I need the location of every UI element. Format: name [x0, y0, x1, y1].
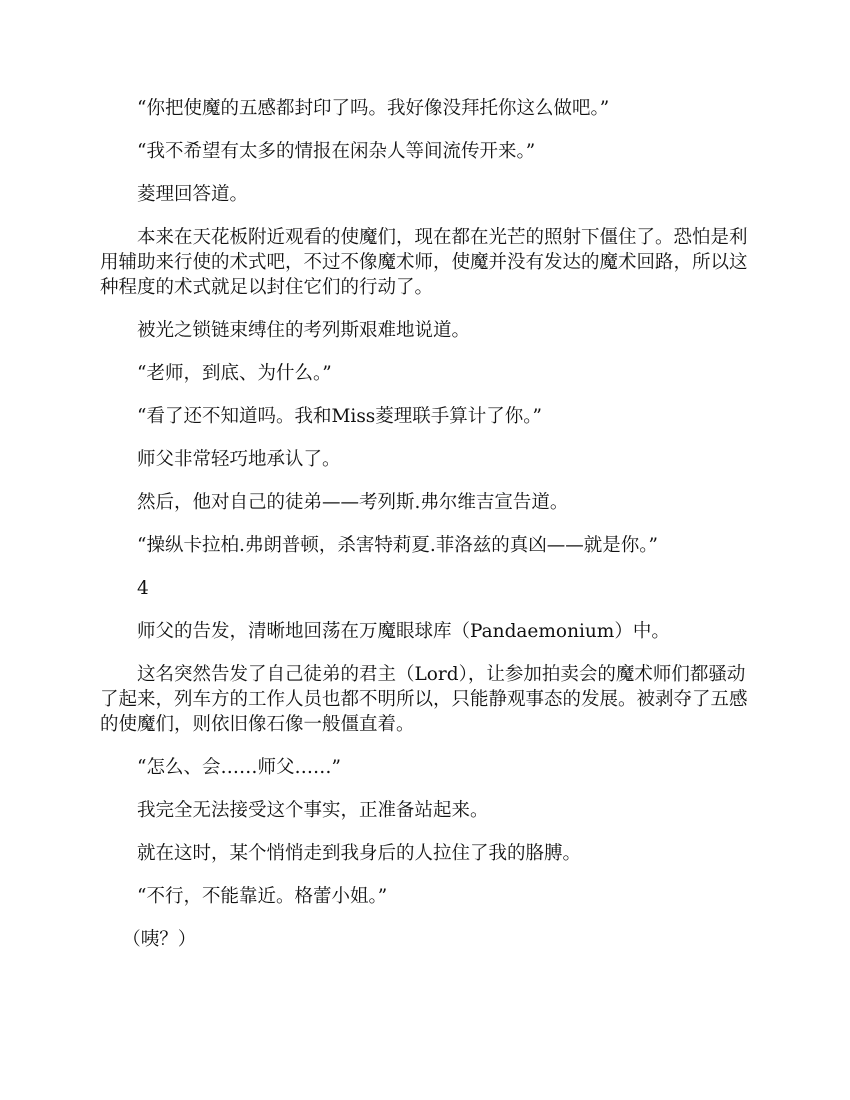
paragraph: （咦？）: [122, 929, 197, 950]
paragraph: 本来在天花板附近观看的使魔们，现在都在光芒的照射下僵住了。恐怕是利用辅助来行使的术式吧，不过不像魔术师，使魔并没有发达的魔术回路，所以这种程度的术式就足以封住它们的行动了。: [100, 227, 748, 298]
paragraph: 就在这时，某个悄悄走到我身后的人拉住了我的胳膊。: [137, 843, 582, 864]
paragraph: 然后，他对自己的徒弟——考列斯.弗尔维吉宣告道。: [137, 492, 569, 513]
paragraph: “怎么、会……师父……”: [137, 757, 341, 778]
paragraph: “不行，不能靠近。格蕾小姐。”: [137, 886, 388, 907]
paragraph: 被光之锁链束缚住的考列斯艰难地说道。: [137, 320, 471, 341]
section-number: 4: [137, 578, 149, 599]
paragraph: 这名突然告发了自己徒弟的君主（Lord），让参加拍卖会的魔术师们都骚动了起来，列车方的工作人员也都不明所以，只能静观事态的发展。被剥夺了五感的使魔们，则依旧像石像一般僵直着。: [100, 664, 748, 735]
paragraph: “我不希望有太多的情报在闲杂人等间流传开来。”: [137, 141, 536, 162]
paragraph: 师父的告发，清晰地回荡在万魔眼球库（Pandaemonium）中。: [137, 621, 670, 642]
paragraph: “你把使魔的五感都封印了吗。我好像没拜托你这么做吧。”: [137, 98, 610, 119]
paragraph: 师父非常轻巧地承认了。: [137, 449, 341, 470]
document-page: [100, 96, 750, 970]
paragraph: 菱理回答道。: [137, 184, 249, 205]
paragraph: “老师，到底、为什么。”: [137, 363, 332, 384]
paragraph: “看了还不知道吗。我和Miss菱理联手算计了你。”: [137, 406, 543, 427]
paragraph: “操纵卡拉柏.弗朗普顿，杀害特莉夏.菲洛兹的真凶——就是你。”: [137, 535, 658, 556]
paragraph: 我完全无法接受这个事实，正准备站起来。: [137, 800, 489, 821]
